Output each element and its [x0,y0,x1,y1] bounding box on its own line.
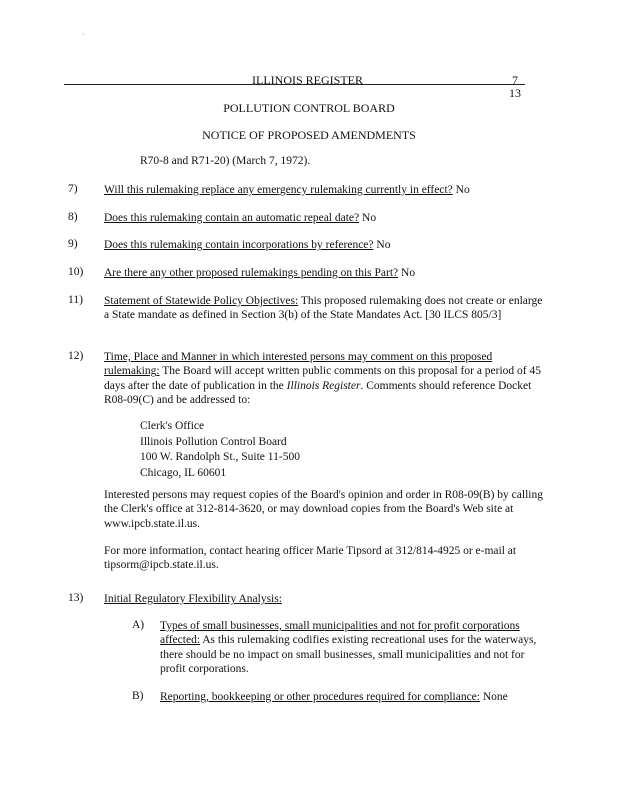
notice-title: NOTICE OF PROPOSED AMENDMENTS [202,128,416,142]
item-title: Are there any other proposed rulemakings pending on this Part? [104,267,399,279]
item-10 [104,266,544,280]
item-title: Initial Regulatory Flexibility Analysis: [104,593,282,605]
board-title: POLLUTION CONTROL BOARD [223,101,395,115]
item-text: . Comments should reference Docket R08-09(C) and be addressed to: [104,379,532,407]
address-line: 100 W. Randolph St., Suite 11-500 [140,451,300,463]
item-answer: No [452,184,470,196]
info-paragraph: For more information, contact hearing officer Marie Tipsord at 312/814-4925 or e-mail at tipsorm@ipcb.state.il.us. [104,545,517,572]
address-line: Chicago, IL 60601 [140,466,227,479]
page-number-top: 7 [512,73,518,87]
item-number: 9) [68,238,78,250]
sub-item-b [160,690,540,704]
sub-item-title: Reporting, bookkeeping or other procedures required for compliance: [160,691,480,703]
register-title: ILLINOIS REGISTER [252,73,363,87]
header-rule [64,84,525,85]
item-number: 10) [68,266,84,278]
item-answer: No [359,212,377,224]
item-answer: No [398,267,416,279]
page-number-bottom: 13 [509,86,521,100]
item-number: 8) [68,211,78,223]
item-number: 11) [68,294,83,306]
item-number: 12) [68,350,84,362]
page-mark: · [82,30,85,39]
item-title: Statement of Statewide Policy Objectives: [104,295,299,307]
item-title: Time, Place and Manner in which interested persons may comment on this proposed rulemaking: [104,351,493,378]
item-8 [104,211,544,225]
sub-item-a [160,619,540,677]
register-italic: Illinois Register [286,379,361,392]
item-13 [104,592,544,606]
address-line: Illinois Pollution Control Board [140,435,287,448]
item-7 [104,183,544,197]
address-line: Clerk's Office [140,420,205,432]
item-title: Does this rulemaking contain an automatic repeal date? [104,212,360,224]
item-12 [104,350,544,408]
sub-item-number: B) [132,690,144,702]
item-text: The Board will accept written public comments on this proposal for a period of 45 days after the date of publication in the [104,365,542,392]
item-9 [104,238,544,252]
item-number: 7) [68,183,78,195]
item-11 [104,294,544,323]
copies-paragraph: Interested persons may request copies of the Board's opinion and order in R08-09(B) by calling the Clerk's office at 312-814-3620, or may download copies from the Board's Web site at www.ipcb.state.il.us. [104,489,543,530]
sub-item-title: Types of small businesses, small municipalities and not for profit corporations affected: [160,620,520,647]
sub-item-number: A) [132,619,145,631]
item-answer: No [373,239,391,251]
item-title: Does this rulemaking contain incorporations by reference? [104,239,374,251]
item-title: Will this rulemaking replace any emergency rulemaking currently in effect? [104,184,453,196]
item-number: 13) [68,592,84,604]
mailing-address [140,419,300,481]
item-text: This proposed rulemaking does not create or enlarge a State mandate as defined in Section 3(b) of the State Mandates Act. [30 ILCS 805/3] [104,295,543,322]
sub-item-text: As this rulemaking codifies existing recreational uses for the waterways, there should be no impact on small businesses, small municipalities and not for profit corporations. [160,634,537,676]
continuation-line: R70-8 and R71-20) (March 7, 1972). [140,155,311,167]
sub-item-text: None [479,691,508,703]
